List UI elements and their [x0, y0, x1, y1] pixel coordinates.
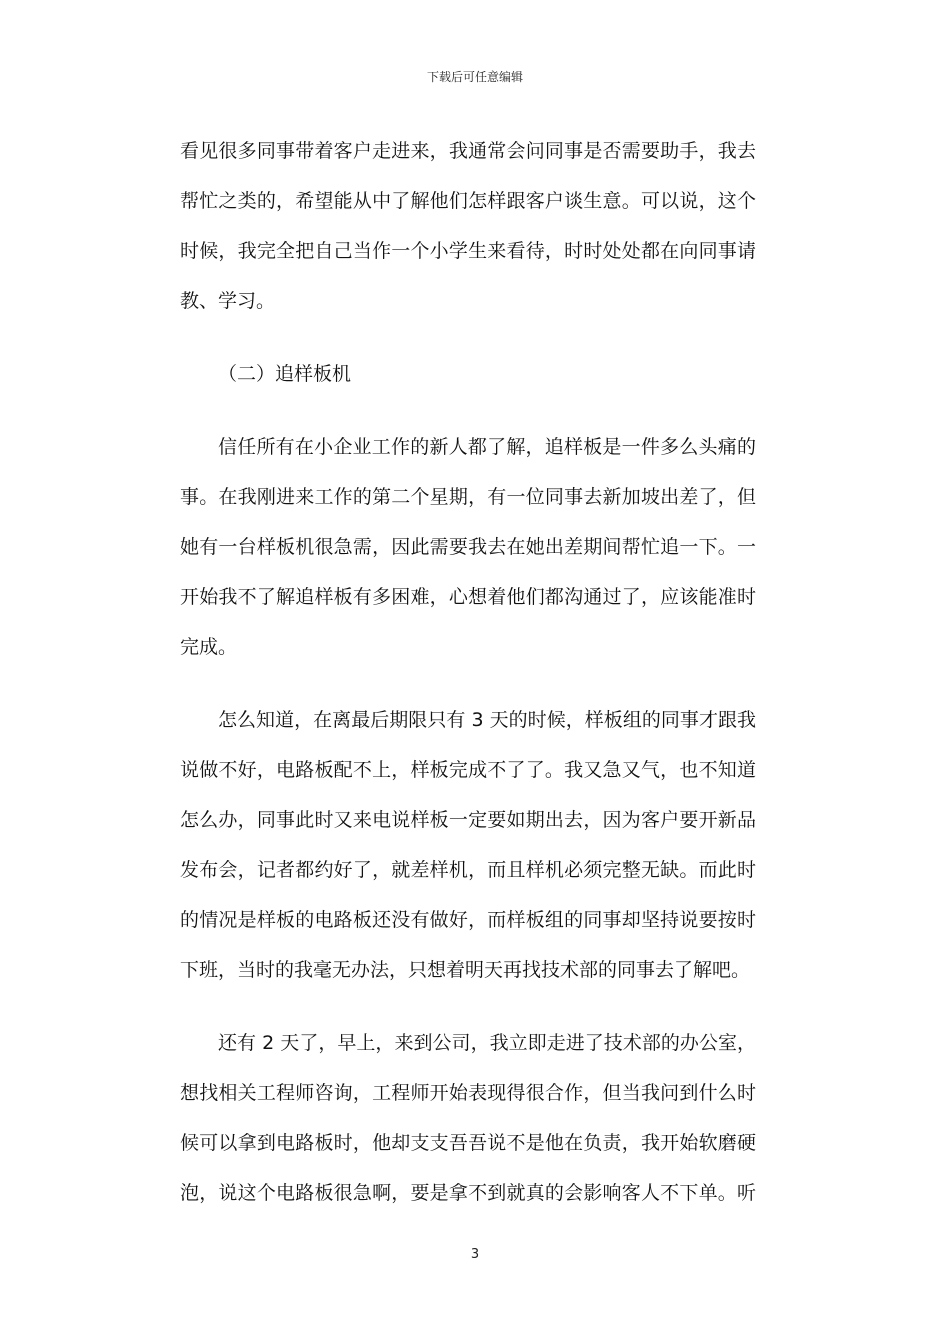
section-heading [180, 349, 756, 399]
paragraph-2 [180, 422, 756, 672]
text-line: 看见很多同事带着客户走进来，我通常会问同事是否需要助手，我去 [180, 140, 756, 162]
text-line: 开始我不了解追样板有多困难，心想着他们都沟通过了，应该能准时 [180, 586, 756, 608]
text-line: 怎么办，同事此时又来电说样板一定要如期出去，因为客户要开新品 [180, 809, 756, 831]
page-number: 3 [470, 1247, 480, 1262]
text-line: 发布会，记者都约好了，就差样机，而且样机必须完整无缺。而此时 [180, 859, 756, 881]
text-line: 下班，当时的我毫无办法，只想着明天再找技术部的同事去了解吧。 [180, 959, 751, 981]
text-line: 想找相关工程师咨询，工程师开始表现得很合作，但当我问到什么时 [180, 1082, 756, 1104]
paragraph-4 [180, 1018, 756, 1218]
text-line: 泡，说这个电路板很急啊，要是拿不到就真的会影响客人不下单。听 [180, 1182, 756, 1204]
text-line: 说做不好，电路板配不上，样板完成不了了。我又急又气，也不知道 [180, 759, 756, 781]
text-line: 帮忙之类的，希望能从中了解他们怎样跟客户谈生意。可以说，这个 [180, 190, 756, 212]
paragraph-1 [180, 126, 756, 326]
paragraph-3 [180, 695, 756, 995]
text-line: 怎么知道，在离最后期限只有 3 天的时候，样板组的同事才跟我 [218, 709, 756, 731]
text-line: 时候，我完全把自己当作一个小学生来看待，时时处处都在向同事请 [180, 240, 756, 262]
header-note: 下载后可任意编辑 [426, 70, 523, 84]
section-heading-text: （二）追样板机 [218, 363, 352, 385]
text-line: 信任所有在小企业工作的新人都了解，追样板是一件多么头痛的 [218, 436, 756, 458]
text-line: 的情况是样板的电路板还没有做好，而样板组的同事却坚持说要按时 [180, 909, 756, 931]
text-line: 还有 2 天了，早上，来到公司，我立即走进了技术部的办公室， [218, 1032, 756, 1054]
text-line: 她有一台样板机很急需，因此需要我去在她出差期间帮忙追一下。一 [180, 536, 756, 558]
text-line: 教、学习。 [180, 290, 276, 312]
text-line: 完成。 [180, 636, 238, 658]
document-body [180, 126, 756, 1218]
text-line: 候可以拿到电路板时，他却支支吾吾说不是他在负责，我开始软磨硬 [180, 1132, 756, 1154]
text-line: 事。在我刚进来工作的第二个星期，有一位同事去新加坡出差了，但 [180, 486, 756, 508]
